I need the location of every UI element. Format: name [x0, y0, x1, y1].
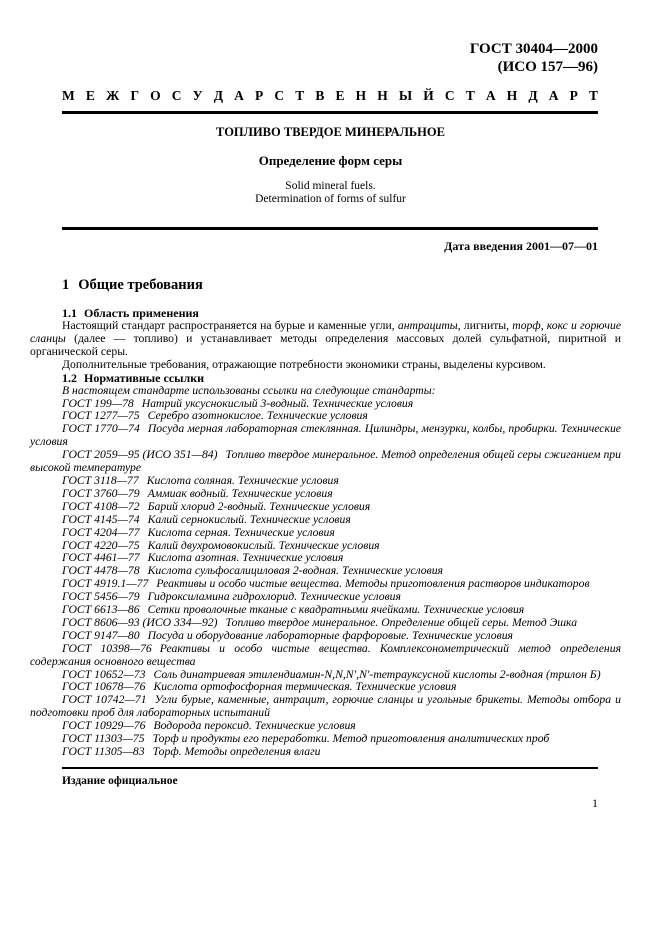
reference-code: ГОСТ 4145—74: [62, 512, 140, 526]
reference-title: Реактивы и особо чистые вещества. Комплексонометрический метод определения содержания основного вещества: [30, 641, 621, 668]
header-rule: [62, 111, 598, 114]
reference-code: ГОСТ 4478—78: [62, 564, 140, 578]
section-1-number: 1: [62, 277, 70, 293]
reference-title: Натрий уксуснокислый 3-водный. Технические условия: [141, 396, 414, 410]
reference-title: Посуда мерная лабораторная стеклянная. Цилиндры, мензурки, колбы, пробирки. Технические условия: [30, 422, 621, 449]
references-intro: В настоящем стандарте использованы ссылки на следующие стандарты:: [62, 383, 436, 397]
reference-title: Кислота соляная. Технические условия: [146, 473, 339, 487]
reference-code: ГОСТ 3118—77: [62, 473, 139, 487]
title-english: [0, 180, 661, 206]
section-1-1-number: 1.1: [62, 306, 77, 320]
reference-title: Барий хлорид 2-водный. Технические условия: [147, 499, 371, 513]
section-1-1-label: Область применения: [84, 306, 199, 320]
reference-title: Серебро азотнокислое. Технические условия: [147, 409, 368, 423]
reference-item: [30, 643, 621, 669]
scope-paragraph: Настоящий стандарт распространяется на бурые и каменные угли, антрациты, лигниты, торф, кокс и горючие сланцы (далее — топливо) и устанавливает методы определения массовых долей сульфатной, пиритной и органической серы.: [30, 319, 622, 358]
reference-code: ГОСТ 10652—73: [62, 667, 146, 681]
reference-code: ГОСТ 4220—75: [62, 538, 140, 552]
reference-title: Аммиак водный. Технические условия: [147, 486, 333, 500]
reference-code: ГОСТ 2059—95 (ИСО 351—84): [62, 448, 218, 462]
reference-code: ГОСТ 11305—83: [62, 745, 145, 758]
reference-title: Кислота серная. Технические условия: [147, 525, 335, 539]
reference-title: Реактивы и особо чистые вещества. Методы приготовления растворов индикаторов: [156, 577, 590, 591]
reference-code: ГОСТ 4919.1—77: [62, 577, 149, 591]
title-english-line1: Solid mineral fuels.: [285, 180, 376, 192]
document-codes: [62, 40, 598, 76]
gost-number: ГОСТ 30404—2000: [469, 41, 598, 57]
reference-title: Водорода пероксид. Технические условия: [153, 719, 356, 733]
reference-item: [30, 449, 621, 475]
effective-date: Дата введения 2001—07—01: [444, 239, 598, 253]
reference-code: ГОСТ 10678—76: [62, 680, 146, 694]
reference-title: Кислота азотная. Технические условия: [147, 551, 344, 565]
reference-code: ГОСТ 10929—76: [62, 719, 146, 733]
title-russian-subtitle: Определение форм серы: [258, 153, 403, 168]
footer-rule: [62, 767, 598, 770]
reference-code: ГОСТ 11303—75: [62, 732, 145, 746]
footer-band: [62, 767, 598, 789]
date-band: [62, 227, 598, 253]
reference-code: ГОСТ 10398—76: [62, 641, 152, 655]
section-1-2-number: 1.2: [62, 370, 77, 385]
standard-type-heading: М Е Ж Г О С У Д А Р С Т В Е Н Н Ы Й С Т А Н Д А Р Т: [62, 88, 598, 103]
reference-title: Топливо твердое минеральное. Определение общей серы. Метод Эшка: [225, 615, 578, 629]
reference-title: Топливо твердое минеральное. Метод определения общей серы сжиганием при высокой температуре: [30, 448, 621, 475]
mid-rule: [62, 227, 598, 230]
reference-code: ГОСТ 4108—72: [62, 499, 140, 513]
reference-code: ГОСТ 4204—77: [62, 525, 140, 539]
title-english-line2: Determination of forms of sulfur: [255, 193, 406, 205]
reference-item: [30, 746, 621, 759]
document-body: [30, 277, 621, 759]
reference-item: [30, 694, 621, 720]
title-russian-main: ТОПЛИВО ТВЕРДОЕ МИНЕРАЛЬНОЕ: [216, 125, 445, 139]
reference-code: ГОСТ 1277—75: [62, 409, 140, 423]
section-1-label: Общие требования: [78, 277, 203, 293]
reference-item: [30, 423, 621, 449]
reference-title: Кислота ортофосфорная термическая. Технические условия: [153, 680, 457, 694]
reference-title: Калий двухромовокислый. Технические условия: [147, 538, 380, 552]
reference-code: ГОСТ 199—78: [62, 396, 134, 410]
official-edition-label: Издание официальное: [62, 775, 178, 788]
section-1-2-label: Нормативные ссылки: [84, 370, 205, 385]
reference-code: ГОСТ 5456—79: [62, 590, 140, 604]
reference-code: ГОСТ 4461—77: [62, 551, 140, 565]
section-1-2-heading: [62, 372, 621, 385]
reference-title: Сетки проволочные тканые с квадратными ячейками. Технические условия: [147, 603, 525, 617]
reference-code: ГОСТ 1770—74: [62, 422, 140, 436]
references-list: [30, 398, 621, 759]
reference-title: Угли бурые, каменные, антрацит, горючие сланцы и угольные брикеты. Методы отбора и подготовки проб для лабораторных испытаний: [30, 693, 621, 720]
reference-code: ГОСТ 8606—93 (ИСО 334—92): [62, 615, 218, 629]
reference-title: Посуда и оборудование лабораторные фарфоровые. Технические условия: [147, 628, 513, 642]
reference-title: Торф и продукты его переработки. Метод приготовления аналитических проб: [152, 732, 550, 746]
reference-title: Торф. Методы определения влаги: [152, 745, 321, 758]
reference-code: ГОСТ 6613—86: [62, 603, 140, 617]
reference-code: ГОСТ 9147—80: [62, 628, 140, 642]
additional-requirements-paragraph: Дополнительные требования, отражающие потребности экономики страны, выделены курсивом.: [62, 357, 546, 371]
reference-title: Гидроксиламина гидрохлорид. Технические условия: [147, 590, 401, 604]
page-number: 1: [592, 796, 598, 811]
iso-number: (ИСО 157—96): [497, 59, 598, 75]
reference-code: ГОСТ 10742—71: [62, 693, 147, 707]
reference-title: Калий сернокислый. Технические условия: [147, 512, 351, 526]
reference-code: ГОСТ 3760—79: [62, 486, 140, 500]
section-1-heading: [62, 277, 621, 294]
header-band: [62, 40, 598, 114]
reference-title: Кислота сульфосалициловая 2-водная. Технические условия: [147, 564, 443, 578]
reference-title: Соль динатриевая этилендиамин-N,N,N′,N′-тетрауксусной кислоты 2-водная (трилон Б): [153, 667, 601, 681]
